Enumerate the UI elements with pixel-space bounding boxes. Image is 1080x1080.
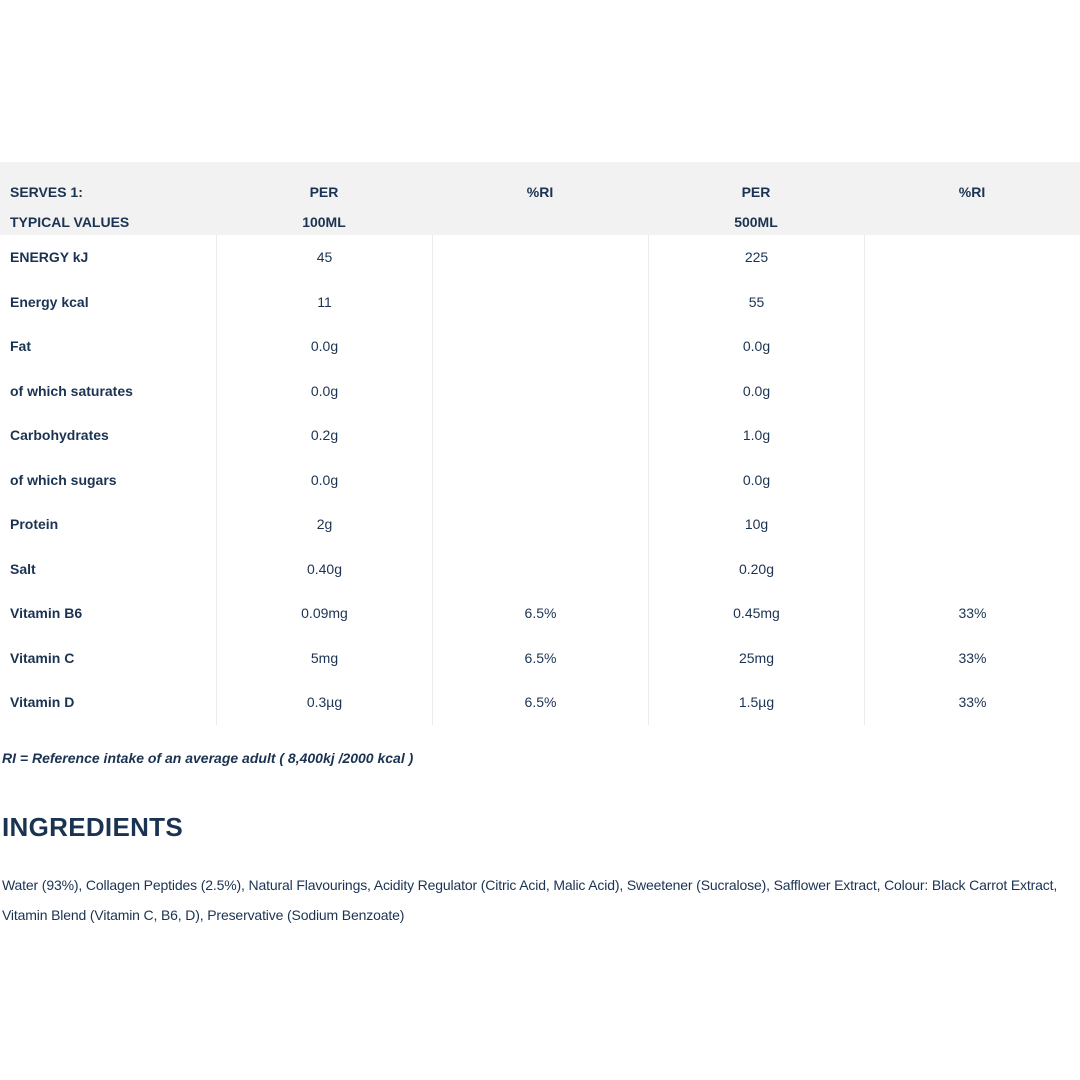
table-cell: 33% [864,591,1080,636]
table-cell: 0.45mg [648,591,864,636]
table-cell: 6.5% [432,680,648,725]
table-cell: 0.3µg [216,680,432,725]
table-row [0,280,1080,325]
table-row [0,369,1080,414]
header-line: 100ML [302,214,346,230]
table-cell: 6.5% [432,636,648,681]
ingredients-line: Vitamin Blend (Vitamin C, B6, D), Preservative (Sodium Benzoate) [2,907,405,923]
nutrient-name: Energy kcal [10,293,89,310]
table-cell: 11 [216,280,432,325]
table-row [0,413,1080,458]
header-cell [0,162,216,235]
table-cell: 33% [864,636,1080,681]
table-cell: 33% [864,680,1080,725]
ingredients-text [2,870,1057,930]
nutrient-name: Vitamin C [10,649,75,666]
table-row [0,458,1080,503]
table-cell: 6.5% [432,591,648,636]
header-cell [864,162,1080,235]
header-line: TYPICAL VALUES [10,214,130,230]
table-cell: 0.0g [216,324,432,369]
table-cell [864,502,1080,547]
table-cell [432,547,648,592]
table-cell [432,369,648,414]
table-cell: 5mg [216,636,432,681]
table-cell [864,369,1080,414]
table-cell: 0.40g [216,547,432,592]
table-cell [432,458,648,503]
ingredients-heading: INGREDIENTS [2,812,183,842]
table-cell [432,502,648,547]
nutrient-name: Vitamin D [10,694,75,710]
ingredients-line: Water (93%), Collagen Peptides (2.5%), Natural Flavourings, Acidity Regulator (Citric Acid, Malic Acid), Sweetener (Sucralose), Safflower Extract, Colour: Black Carrot Extract, [2,877,1058,893]
table-row [0,636,1080,681]
header-line [432,207,648,237]
table-cell: 0.0g [648,458,864,503]
table-cell: 25mg [648,636,864,681]
table-cell [864,235,1080,280]
nutrient-name: Vitamin B6 [10,605,83,621]
table-cell: 0.2g [216,413,432,458]
header-cell [216,162,432,235]
nutrient-name: of which saturates [10,382,133,399]
table-cell: 0.0g [216,458,432,503]
table-cell: 225 [648,235,864,280]
nutrient-name: of which sugars [10,471,117,488]
table-cell [864,547,1080,592]
header-line [864,207,1080,237]
table-row [0,547,1080,592]
table-row [0,235,1080,280]
header-line: 500ML [734,214,778,230]
table-cell: 45 [216,235,432,280]
header-line: %RI [958,184,986,200]
table-cell: 1.0g [648,413,864,458]
nutrient-name: Fat [10,338,31,354]
nutrient-name: Salt [10,560,36,577]
table-row [0,591,1080,636]
table-body [0,235,1080,725]
table-cell [864,413,1080,458]
table-header [0,162,1080,235]
nutrient-name: Carbohydrates [10,427,109,443]
table-cell [864,280,1080,325]
table-cell [432,324,648,369]
table-cell: 0.20g [648,547,864,592]
nutrient-name: ENERGY kJ [10,249,89,265]
table-cell: 10g [648,502,864,547]
table-cell: 0.0g [216,369,432,414]
table-cell: 1.5µg [648,680,864,725]
table-row [0,680,1080,725]
header-line: PER [309,184,339,200]
table-cell: 0.0g [648,369,864,414]
table-cell [864,458,1080,503]
table-cell [432,413,648,458]
table-cell [864,324,1080,369]
ri-footnote: RI = Reference intake of an average adult ( 8,400kj /2000 kcal ) [2,750,414,766]
nutrition-table [0,162,1080,725]
nutrient-name: Protein [10,516,59,532]
table-row [0,324,1080,369]
table-cell: 0.0g [648,324,864,369]
header-line: %RI [526,184,554,200]
table-cell: 0.09mg [216,591,432,636]
table-cell: 2g [216,502,432,547]
header-line: SERVES 1: [10,184,83,200]
header-cell [648,162,864,235]
table-cell [432,280,648,325]
header-cell [432,162,648,235]
table-cell: 55 [648,280,864,325]
table-cell [432,235,648,280]
table-row [0,502,1080,547]
header-line: PER [741,184,771,200]
